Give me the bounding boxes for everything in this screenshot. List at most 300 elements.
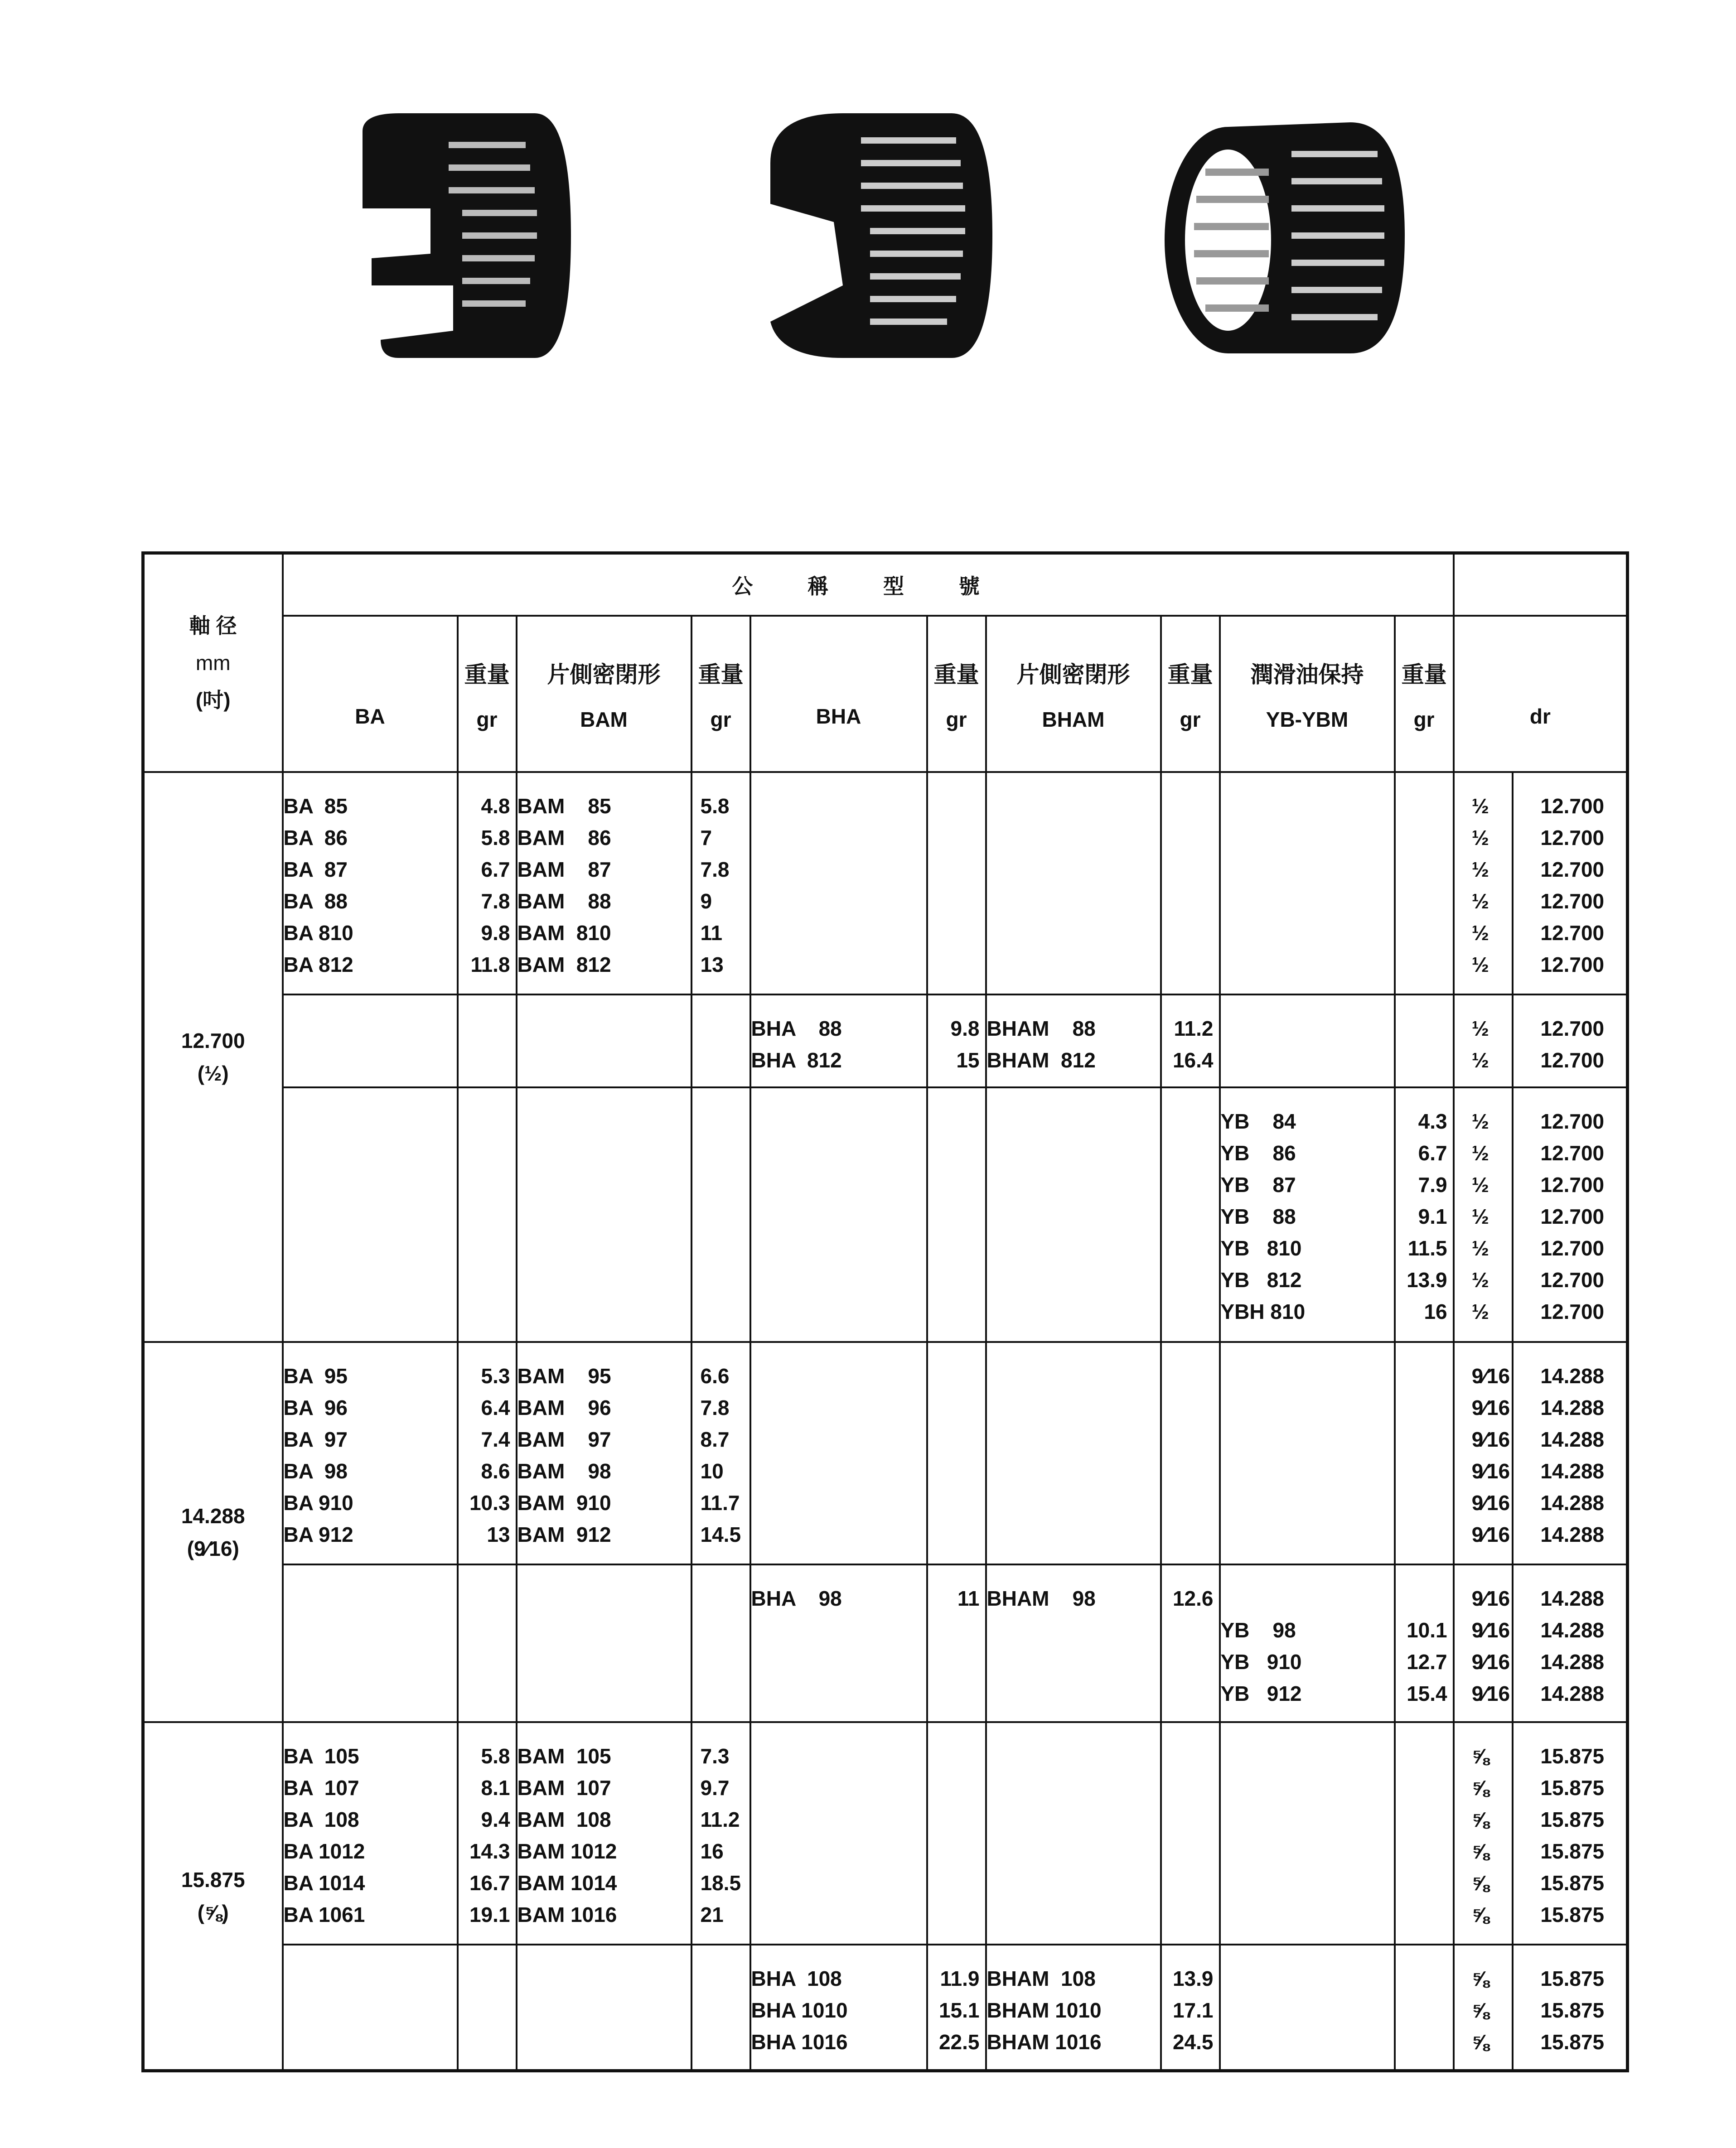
bam-code: BAM 810: [517, 921, 611, 945]
dr-fraction-cell: [1454, 1342, 1513, 1564]
dr-fraction: ½: [1471, 1141, 1489, 1165]
dr-fraction: 9⁄16: [1471, 1364, 1510, 1388]
bham-weight: 24.5: [1172, 2030, 1214, 2054]
bham-weight: 13.9: [1172, 1966, 1214, 1990]
ba-code: BA 107: [283, 1776, 359, 1800]
header-code-label: gr: [710, 707, 731, 731]
bham-code: BHAM 1010: [986, 1998, 1102, 2022]
yb-code: YB 86: [1220, 1141, 1296, 1165]
header-code-label: YB-YBM: [1266, 707, 1349, 731]
bam-weight-cell: [691, 1087, 750, 1342]
bam-code: BAM 812: [517, 953, 611, 976]
dr-value: 12.700: [1540, 1300, 1605, 1324]
bham-code: BHAM 1016: [986, 2030, 1102, 2054]
bam-weight: 21: [700, 1903, 724, 1927]
needle-bearing-open-illustration: [335, 104, 589, 367]
ba-code-cell: [283, 1087, 458, 1342]
yb-code-cell: [1220, 772, 1395, 994]
bham-weight: 16.4: [1172, 1048, 1214, 1072]
bham-code-cell: [986, 1342, 1161, 1564]
ba-weight: 5.3: [481, 1364, 510, 1388]
dr-value: 14.288: [1540, 1618, 1605, 1642]
bha-weight-cell: [927, 1722, 986, 1945]
ba-code: BA 108: [283, 1808, 359, 1832]
table-row: [143, 1945, 1628, 2071]
bam-weight: 11.7: [700, 1491, 740, 1515]
dr-value: 14.288: [1540, 1364, 1605, 1388]
bam-code: BAM 912: [517, 1523, 611, 1547]
ba-weight: 11.8: [470, 953, 510, 976]
dr-fraction: ½: [1471, 953, 1489, 976]
ba-code-cell: [283, 1564, 458, 1722]
header-jp-label: [751, 660, 926, 686]
bam-code-cell: [517, 1087, 691, 1342]
bha-weight: 11: [957, 1587, 980, 1611]
dr-value: 15.875: [1540, 2030, 1605, 2054]
dr-value: 12.700: [1540, 889, 1605, 913]
header-code-label: BA: [355, 704, 385, 728]
bam-code-cell: [517, 772, 691, 994]
bam-weight: 5.8: [700, 794, 730, 818]
ba-code: BA 1061: [283, 1903, 365, 1927]
ba-weight: 7.8: [481, 889, 510, 913]
bham-weight: 12.6: [1172, 1587, 1214, 1611]
header-code-label: BHA: [816, 704, 861, 728]
bam-code-cell: [517, 1342, 691, 1564]
dr-fraction: 9⁄16: [1471, 1491, 1510, 1515]
dr-fraction: ½: [1471, 1173, 1489, 1197]
dr-value: 12.700: [1540, 1173, 1605, 1197]
bam-code: BAM 1012: [517, 1839, 617, 1863]
bam-weight: 7.8: [700, 858, 730, 881]
header-bam-weight: [691, 616, 750, 772]
yb-code-cell: [1220, 1342, 1395, 1564]
shaft-diameter-header: [143, 553, 283, 772]
bham-weight: 17.1: [1172, 1998, 1214, 2022]
bam-code: BAM 105: [517, 1744, 611, 1768]
dr-fraction: ½: [1471, 826, 1489, 850]
table-row: [143, 1722, 1628, 1945]
dr-value: 15.875: [1540, 1776, 1605, 1800]
nominal-model-title: 公 稱 型 號: [283, 553, 1454, 616]
ba-weight: 5.8: [481, 1744, 510, 1768]
bham-code: BHAM 98: [986, 1587, 1096, 1611]
yb-code: YB 87: [1220, 1173, 1296, 1197]
yb-code: YB 88: [1220, 1205, 1296, 1229]
yb-code: YBH 810: [1220, 1300, 1306, 1324]
dr-fraction: ⅝: [1471, 1903, 1489, 1927]
yb-weight-cell: [1395, 994, 1454, 1088]
shaft-label-line2: mm: [195, 651, 231, 675]
bam-weight-cell: [691, 1722, 750, 1945]
yb-weight: 4.3: [1418, 1110, 1447, 1134]
bam-weight: 8.7: [700, 1428, 730, 1452]
dr-value: 14.288: [1540, 1682, 1605, 1706]
dr-value: 12.700: [1540, 1268, 1605, 1292]
bearing-photo-yb: [1160, 104, 1414, 367]
yb-weight: 16: [1424, 1300, 1447, 1324]
dr-value: 12.700: [1540, 921, 1605, 945]
yb-weight: 11.5: [1407, 1236, 1447, 1260]
dr-value-cell: [1513, 1945, 1628, 2071]
yb-weight: [1396, 1583, 1447, 1614]
bam-code: BAM 107: [517, 1776, 611, 1800]
header-bha-weight: [927, 616, 986, 772]
header-ba: [283, 616, 458, 772]
dr-fraction: ½: [1471, 889, 1489, 913]
ba-code: BA 87: [283, 858, 348, 881]
dr-fraction: 9⁄16: [1471, 1428, 1510, 1452]
bam-code: BAM 108: [517, 1808, 611, 1832]
ba-code: BA 810: [283, 921, 353, 945]
yb-weight: 6.7: [1418, 1141, 1447, 1165]
dr-value: 14.288: [1540, 1459, 1605, 1483]
bam-code: BAM 87: [517, 858, 611, 881]
dr-fraction: ⅝: [1471, 2030, 1489, 2054]
header-code-label: dr: [1529, 704, 1551, 728]
bha-code-cell: [750, 1087, 927, 1342]
ba-code-cell: [283, 1722, 458, 1945]
bha-weight-cell: [927, 772, 986, 994]
bham-weight-cell: [1161, 1342, 1220, 1564]
bha-code: BHA 88: [751, 1016, 842, 1040]
bham-weight-cell: [1161, 1564, 1220, 1722]
bam-code: BAM 96: [517, 1396, 611, 1420]
yb-code: YB 810: [1220, 1236, 1302, 1260]
dr-value: 14.288: [1540, 1523, 1605, 1547]
bha-weight-cell: [927, 1564, 986, 1722]
dr-fraction: 9⁄16: [1471, 1618, 1510, 1642]
dr-fraction: ½: [1471, 1236, 1489, 1260]
dr-fraction-cell: [1454, 994, 1513, 1088]
table-row: [143, 1087, 1628, 1342]
dr-value-cell: [1513, 1564, 1628, 1722]
dr-value: 15.875: [1540, 1808, 1605, 1832]
dr-value: 12.700: [1540, 1141, 1605, 1165]
bam-code: BAM 86: [517, 826, 611, 850]
ba-weight: 8.6: [481, 1459, 510, 1483]
bha-code-cell: [750, 1945, 927, 2071]
bam-code: BAM 97: [517, 1428, 611, 1452]
bam-weight: 13: [700, 953, 724, 976]
ba-code: BA 812: [283, 953, 353, 976]
dr-value: 14.288: [1540, 1587, 1605, 1611]
bham-code-cell: [986, 1722, 1161, 1945]
yb-code: YB 812: [1220, 1268, 1302, 1292]
bha-code-cell: [750, 772, 927, 994]
bha-weight: 9.8: [950, 1016, 980, 1040]
bham-code: BHAM 108: [986, 1966, 1096, 1990]
shaft-mm: 15.875: [181, 1868, 245, 1892]
yb-code-cell: [1220, 994, 1395, 1088]
bearing-photo-ba: [335, 104, 589, 367]
shaft-label-line3: (吋): [195, 688, 231, 712]
dr-fraction: ⅝: [1471, 1839, 1489, 1863]
bam-weight: 7.8: [700, 1396, 730, 1420]
dr-fraction: ½: [1471, 858, 1489, 881]
yb-code-cell: [1220, 1564, 1395, 1722]
bha-weight-cell: [927, 1342, 986, 1564]
yb-code-cell: [1220, 1722, 1395, 1945]
dr-fraction: ½: [1471, 1110, 1489, 1134]
ba-code: BA 1012: [283, 1839, 365, 1863]
yb-code-cell: [1220, 1945, 1395, 2071]
header-jp-label: [284, 660, 457, 686]
bha-weight: 11.9: [940, 1966, 980, 1990]
dr-value: 14.288: [1540, 1491, 1605, 1515]
dr-fraction: 9⁄16: [1471, 1682, 1510, 1706]
dr-value: 12.700: [1540, 1110, 1605, 1134]
dr-value: 14.288: [1540, 1650, 1605, 1674]
bam-code: BAM 1016: [517, 1903, 617, 1927]
ba-weight-cell: [458, 1342, 517, 1564]
dr-value: 15.875: [1540, 1744, 1605, 1768]
dr-value-cell: [1513, 1342, 1628, 1564]
header-bham: [986, 616, 1161, 772]
dr-fraction: ⅝: [1471, 1744, 1489, 1768]
bham-code-cell: [986, 1087, 1161, 1342]
dr-fraction: 9⁄16: [1471, 1523, 1510, 1547]
bam-weight: 18.5: [700, 1871, 741, 1895]
ba-weight: 8.1: [481, 1776, 510, 1800]
bha-code-cell: [750, 994, 927, 1088]
dr-fraction: ½: [1471, 1048, 1489, 1072]
ba-weight-cell: [458, 1722, 517, 1945]
header-ba-weight: [458, 616, 517, 772]
ba-code: BA 912: [283, 1523, 353, 1547]
ba-code: BA 98: [283, 1459, 348, 1483]
header-jp-label: [1455, 660, 1626, 686]
yb-code: YB 910: [1220, 1650, 1302, 1674]
yb-weight-cell: [1395, 772, 1454, 994]
dr-fraction: 9⁄16: [1471, 1650, 1510, 1674]
dr-value-cell: [1513, 772, 1628, 994]
table-row: [143, 994, 1628, 1088]
dr-fraction: ⅝: [1471, 1998, 1489, 2022]
dr-fraction-cell: [1454, 1945, 1513, 2071]
ba-code: BA 85: [283, 794, 348, 818]
header-dr: [1454, 616, 1628, 772]
yb-code: YB 912: [1220, 1682, 1302, 1706]
shaft-diameter-cell: [143, 1722, 283, 2071]
dr-value: 12.700: [1540, 1048, 1605, 1072]
header-bha: [750, 616, 927, 772]
ba-code-cell: [283, 1945, 458, 2071]
bham-code: BHAM 812: [986, 1048, 1096, 1072]
dr-fraction: ⅝: [1471, 1776, 1489, 1800]
bam-code: BAM 85: [517, 794, 611, 818]
header-yb-weight: [1395, 616, 1454, 772]
bha-code: BHA 108: [751, 1966, 842, 1990]
ba-weight-cell: [458, 994, 517, 1088]
dr-value: 15.875: [1540, 1903, 1605, 1927]
yb-weight: 13.9: [1407, 1268, 1447, 1292]
header-code-label: gr: [1180, 707, 1201, 731]
dr-value: 12.700: [1540, 1236, 1605, 1260]
dr-fraction: 9⁄16: [1471, 1587, 1510, 1611]
bha-weight-cell: [927, 994, 986, 1088]
dr-value: 12.700: [1540, 794, 1605, 818]
needle-bearing-cutaway-illustration: [752, 104, 1006, 367]
shaft-inch: (9⁄16): [187, 1536, 239, 1560]
dr-fraction-cell: [1454, 1722, 1513, 1945]
dr-fraction-cell: [1454, 1087, 1513, 1342]
dr-value: 12.700: [1540, 1016, 1605, 1040]
table-row: [143, 1342, 1628, 1564]
ba-code: BA 97: [283, 1428, 348, 1452]
ba-weight: 9.8: [481, 921, 510, 945]
bha-weight-cell: [927, 1087, 986, 1342]
bham-code-cell: [986, 994, 1161, 1088]
header-code-label: BAM: [580, 707, 628, 731]
header-jp-label: 潤滑油保持: [1250, 661, 1364, 687]
yb-weight-cell: [1395, 1087, 1454, 1342]
bam-weight: 9.7: [700, 1776, 730, 1800]
dr-value: 15.875: [1540, 1966, 1605, 1990]
ba-weight: 14.3: [469, 1839, 510, 1863]
header-jp-label: 片側密閉形: [547, 661, 661, 687]
dr-value: 12.700: [1540, 858, 1605, 881]
bam-code: BAM 910: [517, 1491, 611, 1515]
bam-code-cell: [517, 994, 691, 1088]
bha-weight-cell: [927, 1945, 986, 2071]
bha-code-cell: [750, 1564, 927, 1722]
bha-code: BHA 98: [751, 1587, 842, 1611]
bam-code-cell: [517, 1722, 691, 1945]
ba-weight-cell: [458, 772, 517, 994]
bam-weight: 6.6: [700, 1364, 730, 1388]
dr-fraction-cell: [1454, 772, 1513, 994]
bham-weight: 11.2: [1174, 1016, 1214, 1040]
dr-fraction-cell: [1454, 1564, 1513, 1722]
bham-weight-cell: [1161, 1722, 1220, 1945]
dr-value: 12.700: [1540, 1205, 1605, 1229]
header-jp-label: 片側密閉形: [1016, 661, 1130, 687]
ba-code: BA 95: [283, 1364, 348, 1388]
ba-weight-cell: [458, 1087, 517, 1342]
shaft-mm: 14.288: [181, 1504, 245, 1528]
bam-weight: 10: [700, 1459, 724, 1483]
dr-fraction: ½: [1471, 794, 1489, 818]
bam-code: BAM 1014: [517, 1871, 617, 1895]
ba-code: BA 88: [283, 889, 348, 913]
header-jp-label: 重量: [933, 661, 979, 687]
yb-code: YB 84: [1220, 1110, 1296, 1134]
ba-code: BA 86: [283, 826, 348, 850]
bam-weight: 11.2: [700, 1808, 740, 1832]
yb-weight: 9.1: [1418, 1205, 1447, 1229]
bam-weight: 11: [700, 921, 723, 945]
dr-fraction: ½: [1471, 1268, 1489, 1292]
dr-fraction: ⅝: [1471, 1871, 1489, 1895]
header-jp-label: 重量: [698, 661, 744, 687]
yb-weight: 15.4: [1407, 1682, 1447, 1706]
ba-code-cell: [283, 1342, 458, 1564]
bham-weight-cell: [1161, 994, 1220, 1088]
ba-weight-cell: [458, 1564, 517, 1722]
dr-fraction: ½: [1471, 1300, 1489, 1324]
shaft-inch: (⅝): [197, 1901, 229, 1925]
ba-code-cell: [283, 994, 458, 1088]
bam-code: BAM 88: [517, 889, 611, 913]
header-bham-weight: [1161, 616, 1220, 772]
bha-code-cell: [750, 1342, 927, 1564]
bha-code: BHA 1010: [751, 1998, 848, 2022]
bham-code-cell: [986, 1945, 1161, 2071]
shaft-inch: (½): [197, 1062, 229, 1086]
ba-code: BA 105: [283, 1744, 359, 1768]
yb-weight-cell: [1395, 1722, 1454, 1945]
shaft-mm: 12.700: [181, 1029, 245, 1053]
header-bam: [517, 616, 691, 772]
shaft-label-line1: 軸 径: [189, 614, 237, 637]
dr-value-cell: [1513, 1087, 1628, 1342]
ba-weight: 5.8: [481, 826, 510, 850]
column-header-row: [143, 616, 1628, 772]
bam-weight: 7: [700, 826, 712, 850]
dr-fraction: 9⁄16: [1471, 1459, 1510, 1483]
header-code-label: gr: [946, 707, 967, 731]
ba-weight: 19.1: [469, 1903, 510, 1927]
ba-weight: 16.7: [469, 1871, 510, 1895]
yb-code-cell: [1220, 1087, 1395, 1342]
header-code-label: BHAM: [1042, 707, 1105, 731]
bam-weight-cell: [691, 994, 750, 1088]
bham-code: BHAM 88: [986, 1016, 1096, 1040]
header-blank: [1454, 553, 1628, 616]
bam-code: BAM 95: [517, 1364, 611, 1388]
shaft-diameter-cell: [143, 772, 283, 1342]
dr-fraction: ½: [1471, 1016, 1489, 1040]
yb-code: [1221, 1583, 1394, 1614]
dr-fraction: ½: [1471, 1205, 1489, 1229]
bam-weight-cell: [691, 1564, 750, 1722]
bham-code-cell: [986, 772, 1161, 994]
ba-weight: 6.4: [481, 1396, 510, 1420]
header-jp-label: 重量: [1401, 661, 1447, 687]
dr-fraction: ⅝: [1471, 1966, 1489, 1990]
bam-weight-cell: [691, 1945, 750, 2071]
bam-weight-cell: [691, 1342, 750, 1564]
dr-value: 15.875: [1540, 1998, 1605, 2022]
bam-weight-cell: [691, 772, 750, 994]
bam-weight: 9: [700, 889, 712, 913]
bham-code-cell: [986, 1564, 1161, 1722]
header-jp-label: 重量: [1167, 661, 1213, 687]
bam-weight: 14.5: [700, 1523, 741, 1547]
bha-code: BHA 1016: [751, 2030, 848, 2054]
dr-value: 14.288: [1540, 1428, 1605, 1452]
ba-code-cell: [283, 772, 458, 994]
yb-weight-cell: [1395, 1342, 1454, 1564]
dr-fraction: ⅝: [1471, 1808, 1489, 1832]
yb-weight: 10.1: [1407, 1618, 1447, 1642]
bha-weight: 15.1: [938, 1998, 980, 2022]
header-code-label: gr: [1413, 707, 1435, 731]
ba-code: BA 1014: [283, 1871, 365, 1895]
dr-value-cell: [1513, 994, 1628, 1088]
ba-weight-cell: [458, 1945, 517, 2071]
bearing-photo-bha: [752, 104, 1006, 367]
bearing-spec-table: [141, 551, 1629, 2072]
dr-fraction: 9⁄16: [1471, 1396, 1510, 1420]
ba-weight: 7.4: [481, 1428, 510, 1452]
yb-code: YB 98: [1220, 1618, 1296, 1642]
bam-weight: 7.3: [700, 1744, 730, 1768]
ba-code: BA 910: [283, 1491, 353, 1515]
bha-code-cell: [750, 1722, 927, 1945]
dr-value: 15.875: [1540, 1871, 1605, 1895]
